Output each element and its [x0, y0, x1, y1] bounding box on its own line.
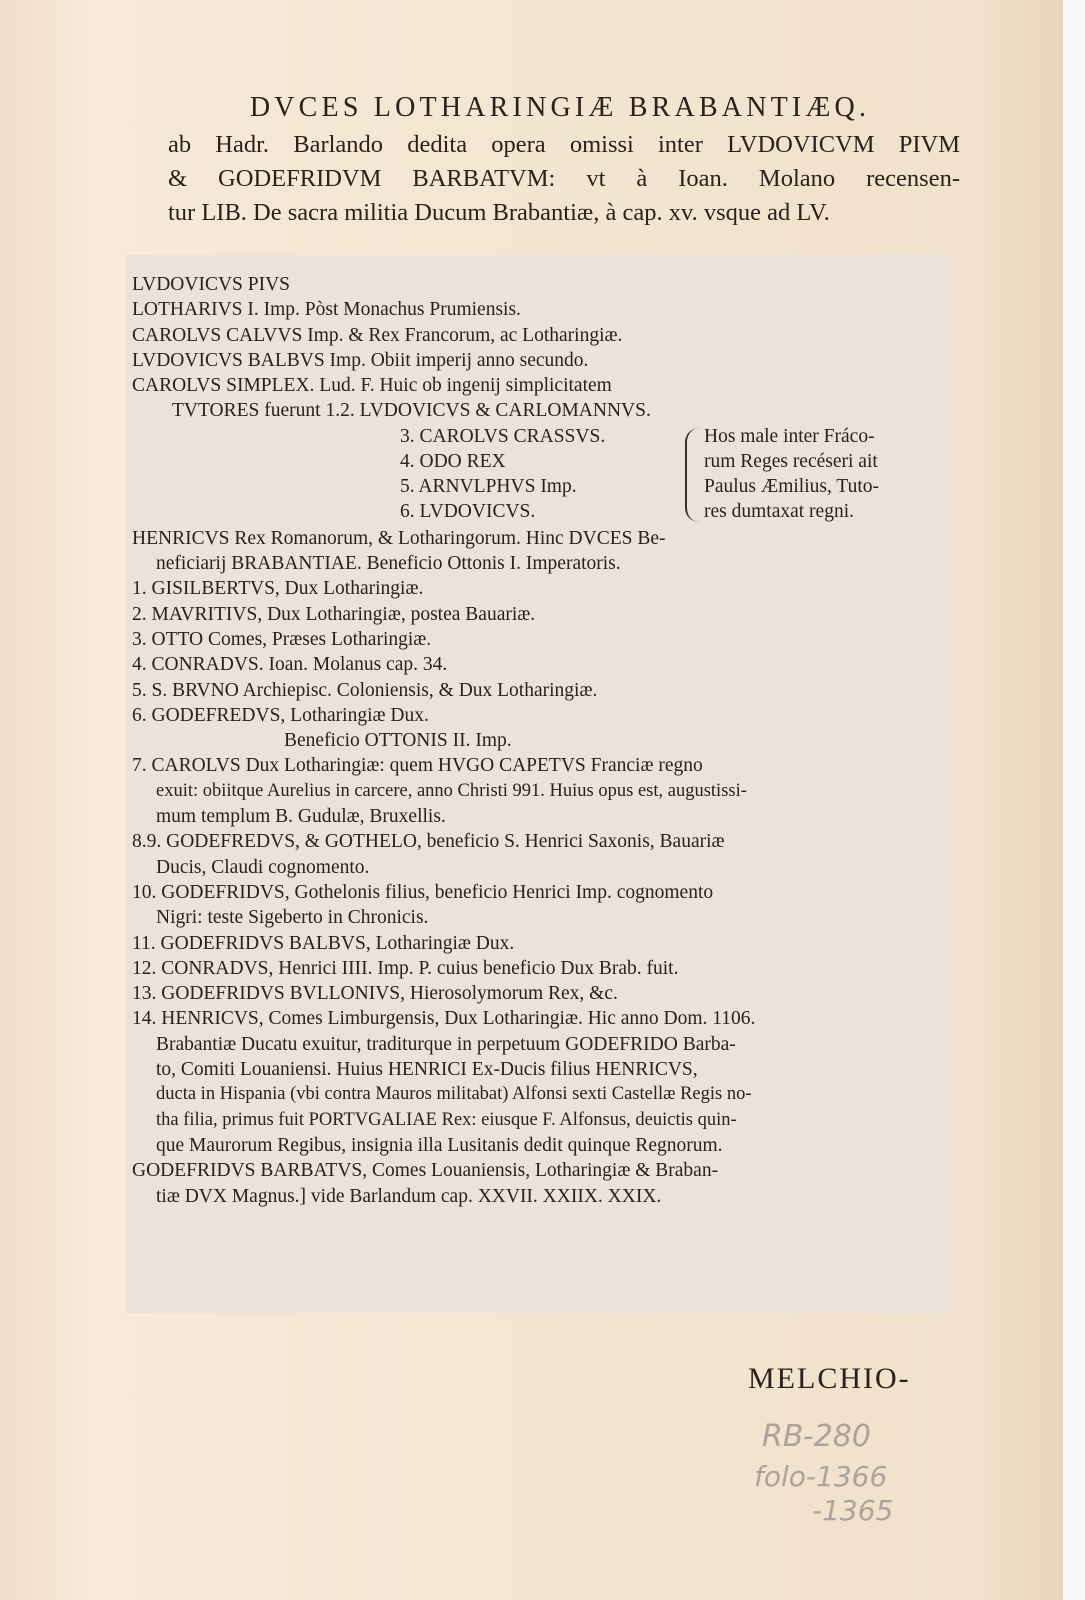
list-line: LVDOVICVS BALBVS Imp. Obiit imperij anno secundo. — [132, 349, 589, 371]
list-line: 7. CAROLVS Dux Lotharingiæ: quem HVGO CAPETVS Franciæ regno — [132, 755, 703, 777]
list-line: 13. GODEFRIDVS BVLLONIVS, Hierosolymorum Rex, &c. — [132, 983, 618, 1005]
tutor-item: 3. CAROLVS CRASSVS. — [400, 425, 606, 447]
brace-note: res dumtaxat regni. — [704, 500, 854, 522]
list-line: neficiarij BRABANTIAE. Beneficio Ottonis I. Imperatoris. — [156, 553, 621, 575]
list-line: 3. OTTO Comes, Præses Lotharingiæ. — [132, 628, 432, 650]
list-line: tiæ DVX Magnus.] vide Barlandum cap. XXVII. XXIIX. XXIX. — [156, 1185, 662, 1207]
list-line: Nigri: teste Sigeberto in Chronicis. — [156, 907, 429, 929]
list-line: 11. GODEFRIDVS BALBVS, Lotharingiæ Dux. — [132, 932, 515, 954]
tutores-group — [132, 424, 952, 526]
header-line-3: tur LIB. De sacra militia Ducum Brabantiæ, à cap. xv. vsque ad LV. — [168, 199, 830, 226]
brace-note: Paulus Æmilius, Tuto- — [704, 475, 880, 497]
pencil-note: RB-280 — [762, 1419, 871, 1454]
list-line: 4. CONRADVS. Ioan. Molanus cap. 34. — [132, 654, 448, 676]
list-line: 2. MAVRITIVS, Dux Lotharingiæ, postea Bauariæ. — [132, 603, 536, 625]
list-line: mum templum B. Gudulæ, Bruxellis. — [156, 806, 446, 828]
list-line: tha filia, primus fuit PORTVGALIAE Rex: eiusque F. Alfonsus, deuictis quin- — [156, 1109, 737, 1130]
list-line: 10. GODEFRIDVS, Gothelonis filius, beneficio Henrici Imp. cognomento — [132, 881, 714, 903]
list-line: CAROLVS SIMPLEX. Lud. F. Huic ob ingenij simplicitatem — [132, 375, 612, 397]
pencil-annotation — [752, 1410, 942, 1530]
page-title: DVCES LOTHARINGIÆ BRABANTIÆQ. — [249, 92, 871, 123]
pencil-note: folo-1366 — [754, 1460, 888, 1493]
brace-note: rum Reges recéseri ait — [704, 450, 878, 472]
list-line: CAROLVS CALVVS Imp. & Rex Francorum, ac Lotharingiæ. — [132, 324, 623, 346]
list-line: ducta in Hispania (vbi contra Mauros militabat) Alfonsi sexti Castellæ Regis no- — [156, 1084, 752, 1105]
list-line: Beneficio OTTONIS II. Imp. — [284, 730, 512, 752]
list-line: to, Comiti Louaniensi. Huius HENRICI Ex-Ducis filius HENRICVS, — [156, 1059, 698, 1081]
list-line: Ducis, Claudi cognomento. — [156, 856, 370, 878]
list-line: Brabantiæ Ducatu exuitur, traditurque in perpetuum GODEFRIDO Barba- — [156, 1033, 736, 1055]
list-line: LVDOVICVS PIVS — [132, 274, 291, 295]
tutor-item: 5. ARNVLPHVS Imp. — [400, 475, 577, 497]
pencil-note: -1365 — [812, 1494, 894, 1527]
brace-note: Hos male inter Fráco- — [704, 425, 875, 447]
tutor-item: 4. ODO REX — [400, 450, 506, 472]
dukes-list — [132, 272, 952, 1209]
list-line: exuit: obiitque Aurelius in carcere, anno Christi 991. Huius opus est, augustissi- — [156, 780, 747, 801]
page-header — [140, 92, 960, 230]
catchword: MELCHIO- — [748, 1362, 911, 1395]
list-line: 6. GODEFREDVS, Lotharingiæ Dux. — [132, 704, 429, 726]
list-line: 5. S. BRVNO Archiepisc. Coloniensis, & Dux Lotharingiæ. — [132, 679, 598, 701]
header-line-1: ab Hadr. Barlando dedita opera omissi inter LVDOVICVM PIVM — [168, 131, 960, 158]
list-line: GODEFRIDVS BARBATVS, Comes Louaniensis, Lotharingiæ & Braban- — [132, 1160, 719, 1182]
list-line: LOTHARIVS I. Imp. Pòst Monachus Prumiensis. — [132, 299, 521, 321]
list-line: 12. CONRADVS, Henrici IIII. Imp. P. cuius beneficio Dux Brab. fuit. — [132, 957, 679, 979]
curly-brace — [685, 428, 701, 522]
list-line: 14. HENRICVS, Comes Limburgensis, Dux Lotharingiæ. Hic anno Dom. 1106. — [132, 1008, 756, 1030]
list-line: 1. GISILBERTVS, Dux Lotharingiæ. — [132, 578, 424, 600]
list-line: que Maurorum Regibus, insignia illa Lusitanis dedit quinque Regnorum. — [156, 1134, 723, 1156]
list-line: TVTORES fuerunt 1.2. LVDOVICVS & CARLOMANNVS. — [172, 400, 651, 422]
page-margin-strip — [1063, 0, 1085, 1600]
header-line-2: & GODEFRIDVM BARBATVM: vt à Ioan. Molano recensen- — [168, 165, 960, 192]
list-line: HENRICVS Rex Romanorum, & Lotharingorum. Hinc DVCES Be- — [132, 527, 666, 549]
pencil-annotation-svg — [752, 1410, 942, 1530]
tutor-item: 6. LVDOVICVS. — [400, 500, 536, 522]
list-line: 8.9. GODEFREDVS, & GOTHELO, beneficio S. Henrici Saxonis, Bauariæ — [132, 831, 725, 853]
